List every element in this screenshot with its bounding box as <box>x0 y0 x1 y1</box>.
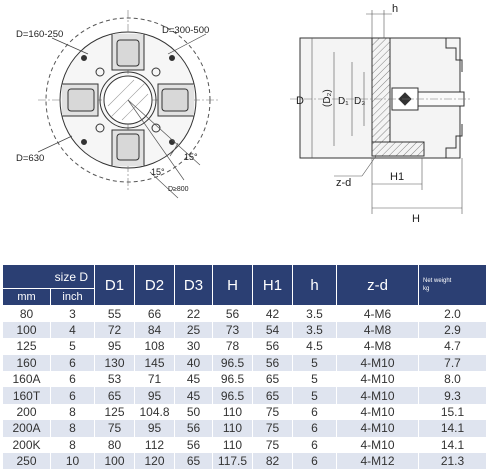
cell-net-weight: 8.0 <box>419 371 487 387</box>
cell-d1: 65 <box>95 387 135 403</box>
cell-h1: 56 <box>253 355 293 371</box>
label-D: D <box>296 95 304 107</box>
table-row <box>3 338 487 354</box>
cell-net-weight: 15.1 <box>419 404 487 420</box>
cell-d3: 56 <box>175 420 213 436</box>
cell-mm: 200A <box>3 420 51 436</box>
cell-d1: 125 <box>95 404 135 420</box>
cell-d1: 72 <box>95 322 135 338</box>
cell-inch: 8 <box>51 420 95 436</box>
front-view <box>38 10 218 198</box>
cell-d2: 108 <box>135 338 175 354</box>
cell-d2: 145 <box>135 355 175 371</box>
label-d-800: D≥800 <box>168 186 189 193</box>
cell-mm: 160A <box>3 371 51 387</box>
cell-h1: 56 <box>253 338 293 354</box>
spec-table-body <box>3 306 487 469</box>
cell-h-small: 6 <box>293 437 337 453</box>
cell-z-d: 4-M10 <box>337 387 419 403</box>
cell-d3: 65 <box>175 453 213 469</box>
cell-h1: 82 <box>253 453 293 469</box>
cell-d2: 66 <box>135 306 175 322</box>
cell-z-d: 4-M12 <box>337 453 419 469</box>
cell-h-big: 73 <box>213 322 253 338</box>
cell-inch: 3 <box>51 306 95 322</box>
cell-net-weight: 21.3 <box>419 453 487 469</box>
cell-inch: 5 <box>51 338 95 354</box>
cell-net-weight: 4.7 <box>419 338 487 354</box>
cell-net-weight: 2.9 <box>419 322 487 338</box>
cell-h-big: 56 <box>213 306 253 322</box>
cell-inch: 8 <box>51 404 95 420</box>
label-D3: D₃ <box>354 96 366 107</box>
cell-h1: 65 <box>253 387 293 403</box>
cell-d1: 80 <box>95 437 135 453</box>
label-d-630: D=630 <box>16 153 45 164</box>
label-h-small: h <box>392 3 399 15</box>
cell-z-d: 4-M10 <box>337 420 419 436</box>
cell-net-weight: 14.1 <box>419 420 487 436</box>
cell-h-big: 110 <box>213 420 253 436</box>
cell-h-small: 5 <box>293 371 337 387</box>
cell-inch: 10 <box>51 453 95 469</box>
cell-h-big: 78 <box>213 338 253 354</box>
cell-mm: 250 <box>3 453 51 469</box>
cell-z-d: 4-M6 <box>337 306 419 322</box>
header-z-d: z-d <box>337 265 419 306</box>
table-row <box>3 404 487 420</box>
cell-mm: 80 <box>3 306 51 322</box>
cell-d3: 45 <box>175 371 213 387</box>
cell-h-big: 96.5 <box>213 387 253 403</box>
cell-net-weight: 14.1 <box>419 437 487 453</box>
cell-d1: 75 <box>95 420 135 436</box>
cell-h-small: 6 <box>293 404 337 420</box>
cell-mm: 160 <box>3 355 51 371</box>
cell-net-weight: 9.3 <box>419 387 487 403</box>
cell-h1: 75 <box>253 404 293 420</box>
header-mm: mm <box>3 289 51 306</box>
cell-d2: 120 <box>135 453 175 469</box>
cell-z-d: 4-M10 <box>337 371 419 387</box>
cell-d2: 84 <box>135 322 175 338</box>
cell-d2: 95 <box>135 387 175 403</box>
label-H: H <box>412 213 420 225</box>
cell-h1: 75 <box>253 420 293 436</box>
cell-d1: 95 <box>95 338 135 354</box>
label-d-300-500: D=300-500 <box>162 25 210 36</box>
header-size-d: size D <box>3 265 95 289</box>
cell-inch: 6 <box>51 387 95 403</box>
spec-table <box>2 264 487 469</box>
cell-d3: 22 <box>175 306 213 322</box>
cell-mm: 160T <box>3 387 51 403</box>
cell-inch: 4 <box>51 322 95 338</box>
label-D1: D₁ <box>338 96 349 107</box>
cell-z-d: 4-M8 <box>337 322 419 338</box>
header-net-weight-label: Net weight <box>423 278 452 284</box>
cell-inch: 6 <box>51 355 95 371</box>
cell-h-small: 3.5 <box>293 306 337 322</box>
label-angle-b: 15° <box>151 167 165 177</box>
cell-mm: 200K <box>3 437 51 453</box>
cell-d2: 95 <box>135 420 175 436</box>
cell-h1: 65 <box>253 371 293 387</box>
cell-h1: 42 <box>253 306 293 322</box>
cell-d2: 71 <box>135 371 175 387</box>
header-h-small: h <box>293 265 337 306</box>
cell-mm: 100 <box>3 322 51 338</box>
cell-d2: 104.8 <box>135 404 175 420</box>
cell-net-weight: 2.0 <box>419 306 487 322</box>
table-row <box>3 355 487 371</box>
cell-d1: 130 <box>95 355 135 371</box>
label-D2: (D₂) <box>322 89 333 107</box>
cell-d3: 50 <box>175 404 213 420</box>
cell-h1: 75 <box>253 437 293 453</box>
label-angle-a: 15° <box>184 152 198 162</box>
side-view <box>290 10 470 214</box>
cell-d3: 56 <box>175 437 213 453</box>
cell-h-small: 5 <box>293 387 337 403</box>
cell-h-small: 5 <box>293 355 337 371</box>
table-row <box>3 322 487 338</box>
cell-inch: 6 <box>51 371 95 387</box>
cell-h-small: 3.5 <box>293 322 337 338</box>
cell-d1: 53 <box>95 371 135 387</box>
header-h1: H1 <box>253 265 293 306</box>
header-d3: D3 <box>175 265 213 306</box>
header-d2: D2 <box>135 265 175 306</box>
table-row <box>3 387 487 403</box>
table-row <box>3 371 487 387</box>
cell-z-d: 4-M10 <box>337 355 419 371</box>
cell-h1: 54 <box>253 322 293 338</box>
cell-mm: 200 <box>3 404 51 420</box>
cell-h-big: 96.5 <box>213 371 253 387</box>
cell-inch: 8 <box>51 437 95 453</box>
table-row <box>3 437 487 453</box>
cell-d2: 112 <box>135 437 175 453</box>
cell-d3: 25 <box>175 322 213 338</box>
cell-d3: 45 <box>175 387 213 403</box>
cell-net-weight: 7.7 <box>419 355 487 371</box>
cell-h-big: 110 <box>213 437 253 453</box>
table-row <box>3 306 487 322</box>
cell-z-d: 4-M10 <box>337 437 419 453</box>
label-d-160-250: D=160-250 <box>16 29 64 40</box>
cell-h-small: 6 <box>293 453 337 469</box>
cell-h-big: 117.5 <box>213 453 253 469</box>
header-h-big: H <box>213 265 253 306</box>
header-kg-label: kg <box>423 286 430 292</box>
cell-h-big: 96.5 <box>213 355 253 371</box>
cell-d1: 100 <box>95 453 135 469</box>
label-z-d: z-d <box>336 177 352 189</box>
cell-d3: 30 <box>175 338 213 354</box>
table-row <box>3 420 487 436</box>
table-row <box>3 453 487 469</box>
cell-h-small: 6 <box>293 420 337 436</box>
cell-d1: 55 <box>95 306 135 322</box>
cell-mm: 125 <box>3 338 51 354</box>
header-inch: inch <box>51 289 95 306</box>
cell-z-d: 4-M10 <box>337 404 419 420</box>
header-net-weight <box>419 265 487 306</box>
header-d1: D1 <box>95 265 135 306</box>
label-H1: H1 <box>390 171 405 183</box>
cell-h-big: 110 <box>213 404 253 420</box>
cell-h-small: 4.5 <box>293 338 337 354</box>
cell-d3: 40 <box>175 355 213 371</box>
cell-z-d: 4-M8 <box>337 338 419 354</box>
